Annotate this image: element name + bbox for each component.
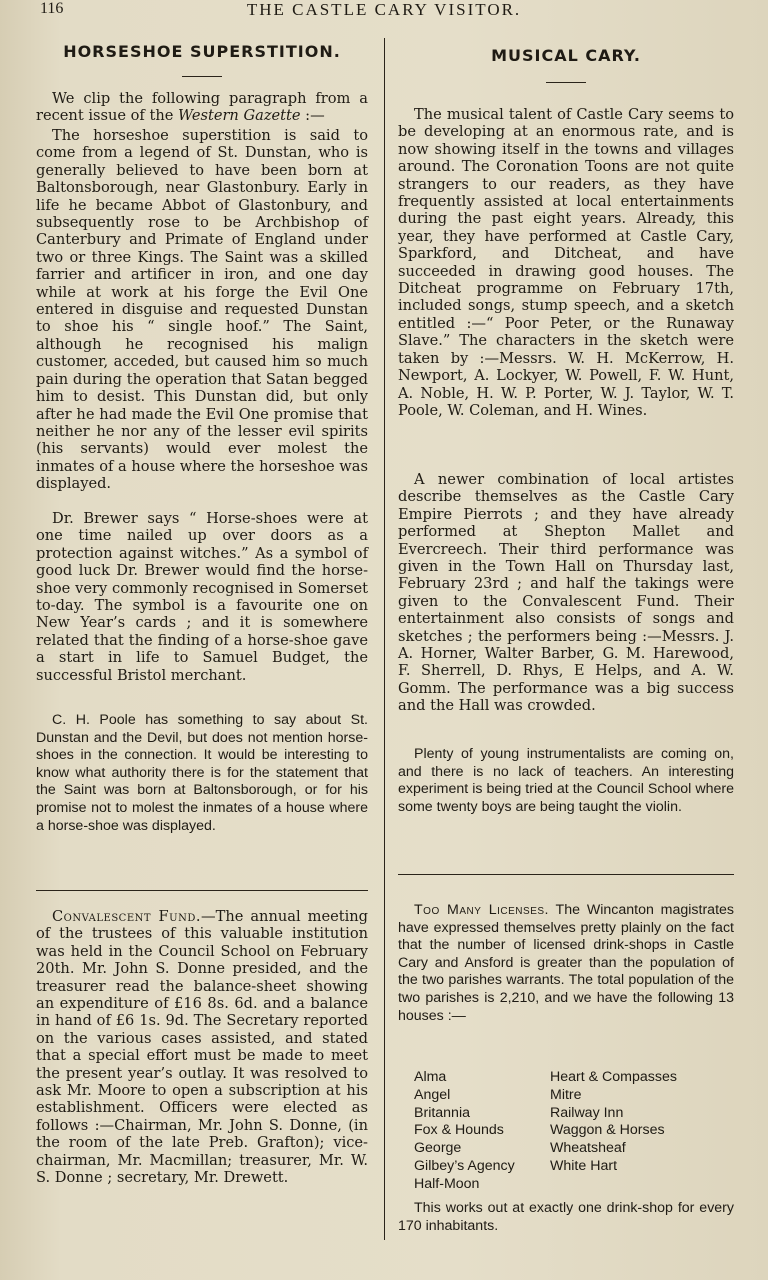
- list-item: [550, 1176, 734, 1194]
- horseshoe-brewer: Dr. Brewer says “ Horse-shoes were at one time nailed up over doors as a protection against witches.” As a symbol of good luck Dr. Brewer would find the horse-shoe very commonly recognised in Somerset to-day. The symbol is a favourite one on New Year’s cards ; and it is somewhere related that the finding of a horse-shoe gave a start in life to Samuel Budget, the successful Bristol merchant.: [36, 510, 368, 684]
- horseshoe-poole: C. H. Poole has something to say about St. Dunstan and the Devil, but does not mention horse-shoes in the connection. It would be interesting to know what authority there is for the statement that the Saint was born at Baltonsborough, or for his promise not to molest the inmates of a house where a horse-shoe was displayed.: [36, 712, 368, 834]
- source-title: Western Gazette: [178, 107, 301, 125]
- list-item: Mitre: [550, 1086, 582, 1103]
- licenses-paragraph: Too Many Licenses. The Wincanton magistrates have expressed themselves pretty plainly on the fact that the number of licensed drink-shops in Castle Cary and Ansford is greater than the population of the two parishes warrants. The total population of the two parishes is 2,210, and we have the following 13 houses :—: [398, 902, 734, 1024]
- page-number: 116: [40, 0, 64, 17]
- list-item: Waggon & Horses: [550, 1122, 665, 1139]
- convalescent-heading: Convalescent Fund.: [52, 908, 201, 925]
- list-item: Railway Inn: [550, 1104, 624, 1121]
- section-divider: [398, 874, 734, 875]
- licenses-closing: This works out at exactly one drink-shop for every 170 inhabitants.: [398, 1200, 734, 1234]
- musical-title: MUSICAL CARY.: [491, 46, 641, 65]
- list-item: George: [414, 1140, 462, 1157]
- list-item: Half-Moon: [414, 1175, 480, 1192]
- list-item: Wheatsheaf: [550, 1140, 626, 1157]
- list-item: Heart & Compasses: [550, 1069, 677, 1085]
- list-item: Britannia: [414, 1104, 470, 1121]
- houses-list: [414, 1069, 734, 1194]
- running-head: [0, 0, 768, 22]
- musical-toons: The musical talent of Castle Cary seems to be developing at an enormous rate, and is now showing itself in the towns and villages around. The Coronation Toons are not quite strangers to our readers, as they have frequently assisted at local entertainments during the past eight years. Already, this year, they have performed at Castle Cary, Sparkford, and Ditcheat, and have succeeded in drawing good houses. The Ditcheat programme on February 17th, included songs, stump speech, and a sketch entitled :—“ Poor Peter, or the Runaway Slave.” The characters in the sketch were taken by :—Messrs. W. H. McKerrow, H. Newport, A. Lockyer, W. Powell, F. W. Hunt, A. Noble, H. W. P. Porter, W. J. Taylor, W. T. Poole, W. Coleman, and H. Wines.: [398, 106, 734, 419]
- musical-instrumentalists: Plenty of young instrumentalists are coming on, and there is no lack of teachers. An interesting experiment is being tried at the Council School where some twenty boys are being taught the violin.: [398, 746, 734, 815]
- list-item: Alma: [414, 1069, 447, 1085]
- title-underline: [546, 82, 586, 83]
- title-underline: [182, 76, 222, 77]
- musical-pierrots: A newer combination of local artistes describe themselves as the Castle Cary Empire Pierrots ; and they have already performed at Shepton Mallet and Evercreech. Their third performance was given in the Town Hall on Thursday last, February 23rd ; and half the takings were given to the Convalescent Fund. Their entertainment also consists of songs and sketches ; the performers being :—Messrs. J. A. Horner, Walter Barber, G. M. Harewood, F. Sherrell, D. Rhys, E Helps, and A. W. Gomm. The performance was a big success and the Hall was crowded.: [398, 471, 734, 715]
- horseshoe-title: HORSESHOE SUPERSTITION.: [63, 42, 341, 61]
- list-item: Gilbey’s Agency: [414, 1157, 515, 1174]
- list-item: White Hart: [550, 1157, 618, 1174]
- convalescent-fund: Convalescent Fund.—The annual meeting of the trustees of this valuable institution was held in the Council School on February 20th. Mr. John S. Donne presided, and the treasurer read the balance-sheet showing an expenditure of £16 8s. 6d. and a balance in hand of £6 1s. 9d. The Secretary reported on the various cases assisted, and stated that a special effort must be made to meet the present year’s outlay. It was resolved to ask Mr. Moore to open a subscription at his establishment. Officers were elected as follows :—Chairman, Mr. John S. Donne, (in the room of the late Preb. Grafton); vice-chairman, Mr. Macmillan; treasurer, Mr. W. S. Donne ; secretary, Mr. Drewett.: [36, 908, 368, 1187]
- licenses-heading: Too Many Licenses.: [414, 902, 549, 918]
- list-item: Fox & Hounds: [414, 1122, 504, 1139]
- horseshoe-legend: The horseshoe superstition is said to come from a legend of St. Dunstan, who is generally believed to have been born at Baltonsborough, near Glastonbury. Early in life he became Abbot of Glastonbury, and subsequently rose to be Archbishop of Canterbury and Primate of England under two or three Kings. The Saint was a skilled farrier and artificer in iron, and one day while at work at his forge the Evil One entered in disguise and requested Dunstan to shoe his “ single hoof.” The Saint, although he recognised his malign customer, acceded, but caused him so much pain during the operation that Satan begged him to desist. This Dunstan did, but only after he had made the Evil One promise that neither he nor any of the lesser evil spirits (his servants) would ever molest the inmates of a house where the horseshoe was displayed.: [36, 127, 368, 493]
- column-divider: [384, 38, 385, 1240]
- journal-title: THE CASTLE CARY VISITOR.: [246, 0, 522, 19]
- list-item: Angel: [414, 1086, 451, 1103]
- section-divider: [36, 890, 368, 891]
- horseshoe-intro: We clip the following paragraph from a recent issue of the Western Gazette :—: [36, 90, 368, 125]
